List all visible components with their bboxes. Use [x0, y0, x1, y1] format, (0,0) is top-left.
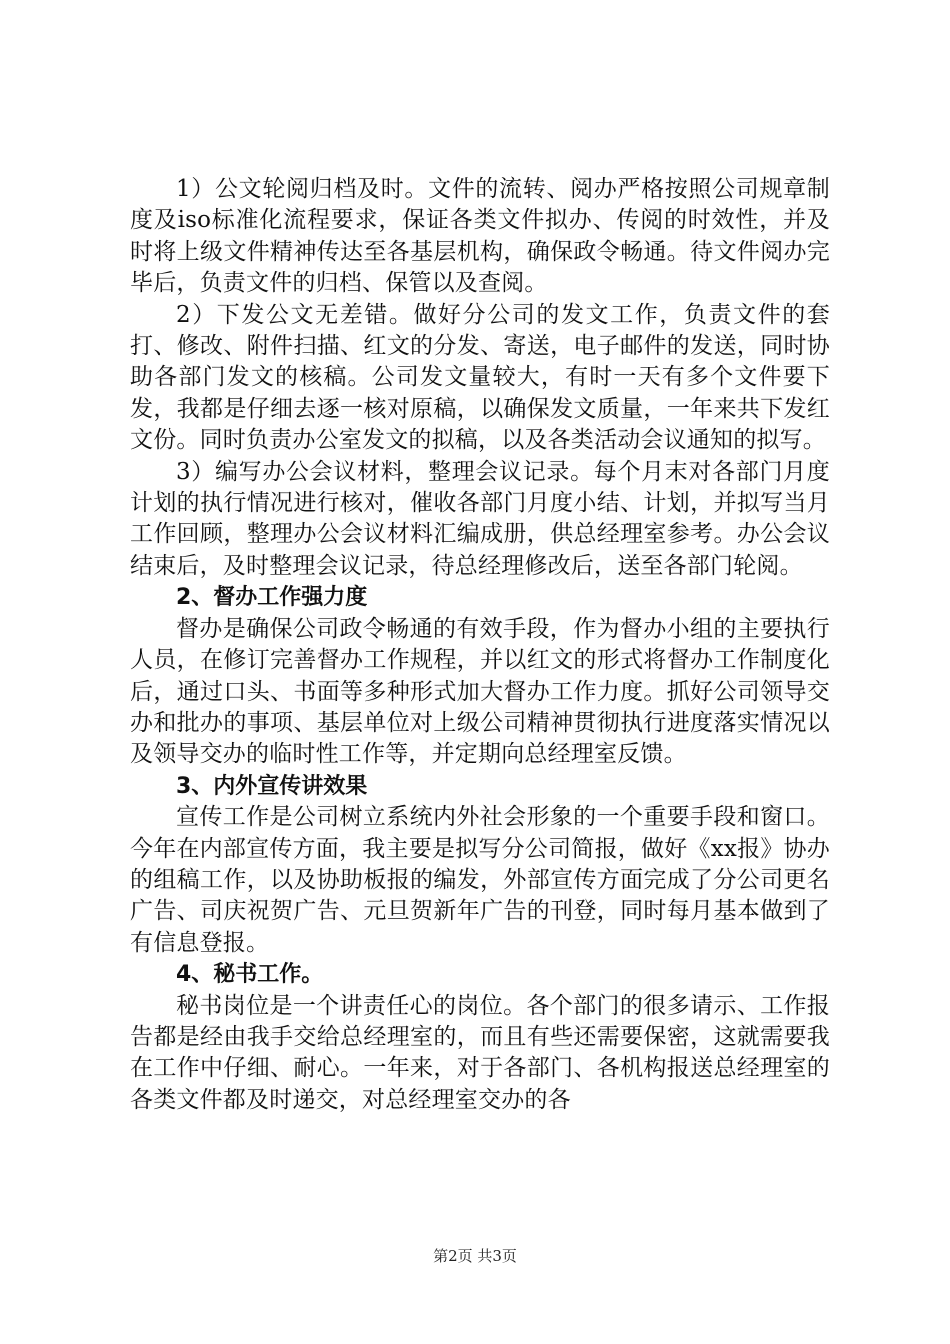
paragraph: 宣传工作是公司树立系统内外社会形象的一个重要手段和窗口。今年在内部宣传方面，我主要是拟写分公司简报，做好《xx报》协办的组稿工作，以及协助板报的编发，外部宣传方面完成了分公司更名广告、司庆祝贺广告、元旦贺新年广告的刊登，同时每月基本做到了有信息登报。: [130, 804, 830, 956]
paragraph: 3）编写办公会议材料，整理会议记录。每个月末对各部门月度计划的执行情况进行核对，催收各部门月度小结、计划，并拟写当月工作回顾，整理办公会议材料汇编成册，供总经理室参考。办公会议结束后，及时整理会议记录，待总经理修改后，送至各部门轮阅。: [130, 458, 830, 579]
paragraph: 秘书岗位是一个讲责任心的岗位。各个部门的很多请示、工作报告都是经由我手交给总经理室的，而且有些还需要保密，这就需要我在工作中仔细、耐心。一年来，对于各部门、各机构报送总经理室的各类文件都及时递交，对总经理室交办的各: [130, 992, 830, 1113]
paragraph: 1）公文轮阅归档及时。文件的流转、阅办严格按照公司规章制度及iso标准化流程要求，保证各类文件拟办、传阅的时效性，并及时将上级文件精神传达至各基层机构，确保政令畅通。待文件阅办完毕后，负责文件的归档、保管以及查阅。: [130, 176, 830, 297]
paragraph: 督办是确保公司政令畅通的有效手段，作为督办小组的主要执行人员，在修订完善督办工作规程，并以红文的形式将督办工作制度化后，通过口头、书面等多种形式加大督办工作力度。抓好公司领导交办和批办的事项、基层单位对上级公司精神贯彻执行进度落实情况以及领导交办的临时性工作等，并定期向总经理室反馈。: [130, 615, 830, 768]
section-heading: 4、秘书工作。: [176, 962, 324, 988]
document-body: [130, 174, 830, 1116]
page-footer: [0, 1245, 950, 1266]
paragraph: 2）下发公文无差错。做好分公司的发文工作，负责文件的套打、修改、附件扫描、红文的分发、寄送，电子邮件的发送，同时协助各部门发文的核稿。公司发文量较大，有时一天有多个文件要下发，我都是仔细去逐一核对原稿，以确保发文质量，一年来共下发红文份。同时负责办公室发文的拟稿，以及各类活动会议通知的拟写。: [130, 301, 830, 454]
section-heading: 2、督办工作强力度: [176, 585, 368, 611]
section-heading: 3、内外宣传讲效果: [176, 773, 368, 799]
page-number: 第2页 共3页: [433, 1247, 517, 1265]
